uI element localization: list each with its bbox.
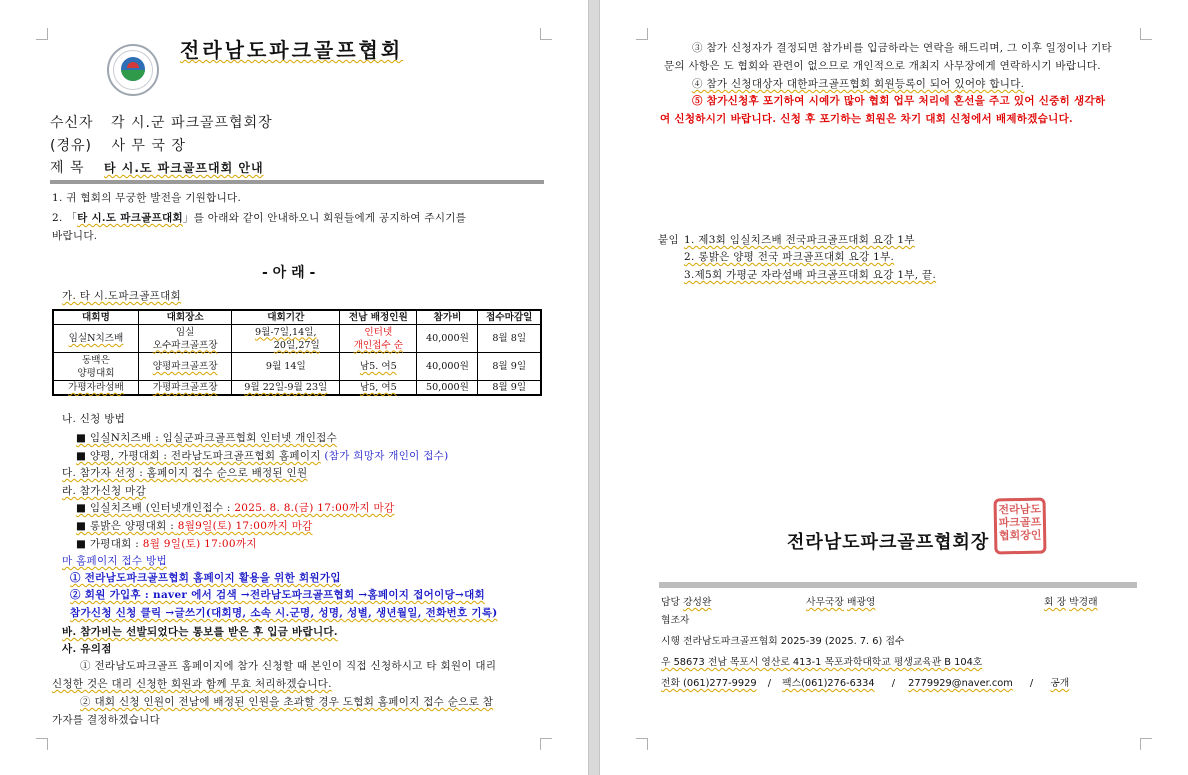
ra-item-1: ■ 임실치즈배 (인터넷개인접수 : 2025. 8. 8.(금) 17:00까지 마감 — [76, 502, 395, 514]
association-logo-icon — [107, 44, 159, 96]
contact-line: 전화 (061)277-9929 / 팩스(061)276-6334 / 2779929@naver.com / 공개 — [661, 678, 1070, 689]
president-name: 박경래 — [1069, 597, 1098, 608]
table-row — [53, 325, 541, 353]
event-quota-cell: 남5. 여5 — [340, 353, 417, 381]
footer-divider — [659, 582, 1137, 588]
ra-item-3: ■ 가평대회 : 8월 9일(토) 17:00까지 — [76, 538, 257, 550]
table-row — [53, 353, 541, 381]
table-header-cell: 전남 배정인원 — [340, 310, 417, 325]
attachment-3: 3.제5회 가평군 자라섬배 파크골프대회 요강 1부, 끝. — [684, 269, 937, 281]
president-label: 회 장 — [1044, 597, 1067, 608]
page-corner-mark — [1140, 28, 1152, 40]
attachment-2: 2. 롱밝은 양평 전국 파크골프대회 요강 1부. — [684, 251, 895, 263]
issuer-name: 전라남도파크골프협회장 — [787, 532, 990, 553]
section-ba: 바. 참가비는 선발되었다는 통보를 받은 후 입금 바랍니다. — [62, 626, 338, 638]
note-3-continued: 문의 사항은 도 협회와 관련이 없으므로 개인적으로 개최지 사무장에게 연락하시기 바랍니다. — [664, 60, 1101, 72]
table-header-cell: 대회장소 — [138, 310, 232, 325]
page-corner-mark — [636, 738, 648, 750]
attachment-1: 1. 제3회 임실치즈배 전국파크골프대회 요강 1부 — [684, 234, 915, 246]
note-5-continued: 여 신청하시기 바랍니다. 신청 후 포기하는 회원은 차기 대회 신청에서 배제하겠습니다. — [660, 113, 1073, 125]
contact-email: 2779929@naver.com — [908, 678, 1013, 689]
official-seal-icon: 전라남도 파크골프 협회장인 — [994, 498, 1047, 555]
recipient-value: 각 시.군 파크골프협회장 — [111, 115, 273, 131]
enforce-line: 시행 전라남도파크골프협회 2025-39 (2025. 7. 6) 접수 — [661, 636, 905, 647]
page-corner-mark — [36, 28, 48, 40]
via-value: 사 무 국 장 — [111, 138, 186, 154]
subject-value: 타 시.도 파크골프대회 안내 — [103, 161, 264, 175]
table-header-cell: 대회명 — [53, 310, 138, 325]
section-sa: 사. 유의점 — [62, 643, 112, 655]
staff-row — [661, 594, 711, 608]
ma-item-2: ② 회원 가입후 : naver 에서 검색 →전라남도파크골프협회 →홈페이지 접어이당→대회 — [70, 589, 485, 601]
secretary-name: 배광영 — [846, 597, 876, 608]
secretary-label: 사무국장 — [806, 597, 844, 608]
cooperator-label: 협조자 — [661, 615, 690, 626]
address-line: 우 58673 전남 목포시 영산로 413-1 목포과학대학교 평생교육관 B 104호 — [661, 657, 983, 668]
staff-name: 강성완 — [683, 597, 712, 608]
subject-label: 제 목 — [50, 160, 85, 176]
event-venue-cell: 임실 오수파크골프장 — [138, 325, 232, 353]
paragraph-2-continued: 바랍니다. — [52, 230, 98, 242]
contact-public: 공개 — [1050, 678, 1070, 689]
section-da: 다. 참가자 선정 : 홈페이지 접수 순으로 배정된 인원 — [62, 467, 308, 479]
contact-tel: 전화 (061)277-9929 — [661, 678, 757, 689]
via-row — [50, 135, 186, 155]
ma-item-1: ① 전라남도파크골프협회 홈페이지 활용을 위한 회원가입 — [70, 572, 341, 584]
event-venue-cell: 양평파크골프장 — [138, 353, 232, 381]
section-ma: 마 홈페이지 접수 방법 — [62, 555, 167, 567]
document-page-left — [0, 0, 588, 775]
attachment-label: 붙임 — [658, 234, 679, 246]
page-corner-mark — [540, 738, 552, 750]
recipient-row — [50, 112, 273, 132]
sa-item-1-continued: 신청한 것은 대리 신청한 회원과 함께 무효 처리하겠습니다. — [52, 678, 332, 690]
contact-fax: 팩스(061)276-6334 — [782, 678, 875, 689]
president-row — [1044, 594, 1098, 608]
event-period-cell: 9월 22일-9월 23일 — [232, 381, 340, 396]
page-corner-mark — [636, 28, 648, 40]
recipient-label: 수신자 — [50, 115, 94, 131]
event-deadline-cell: 8월 9일 — [478, 353, 541, 381]
secretary-row — [806, 594, 875, 608]
staff-label: 담당 — [661, 597, 680, 608]
org-title: 전라남도파크골프협회 — [180, 38, 404, 62]
event-name-cell: 임실N치즈배 — [53, 325, 138, 353]
ra-item-2: ■ 롱밝은 양평대회 : 8월9일(토) 17:00까지 마감 — [76, 520, 313, 532]
header-divider — [50, 180, 544, 184]
page-gutter — [588, 0, 600, 775]
section-ra: 라. 참가신청 마감 — [62, 485, 147, 497]
note-4: ④ 참가 신청대상자 대한파크골프협회 회원등록이 되어 있어야 합니다. — [692, 78, 1025, 90]
event-fee-cell: 40,000원 — [417, 353, 478, 381]
center-heading: - 아 래 - — [262, 265, 316, 281]
table-header-cell: 참가비 — [417, 310, 478, 325]
table-row — [53, 381, 541, 396]
na-item-1: ■ 임실N치즈배 : 임실군파크골프협회 인터넷 개인접수 — [76, 432, 338, 444]
sa-item-2: ② 대회 신청 인원이 전남에 배정된 인원을 초과할 경우 도협회 홈페이지 접수 순으로 참 — [80, 696, 494, 708]
section-na: 나. 신청 방법 — [62, 413, 126, 425]
ma-item-2-continued: 참가신청 신청 클릭 →글쓰기(대회명, 소속 시.군명, 성명, 성별, 생년월일, 전화번호 기록) — [70, 607, 498, 619]
event-period-cell: 9월 14일 — [232, 353, 340, 381]
section-ga: 가. 타 시.도파크골프대회 — [62, 290, 181, 302]
event-name-cell: 동백은 양평대회 — [53, 353, 138, 381]
note-3: ③ 참가 신청자가 결정되면 참가비를 입금하라는 연락을 해드리며, 그 이후 일정이나 기타 — [692, 42, 1112, 54]
sa-item-1: ① 전라남도파크골프 홈페이지에 참가 신청할 때 본인이 직접 신청하시고 타 회원이 대리 — [80, 660, 497, 672]
event-quota-cell: 남5, 여5 — [340, 381, 417, 396]
via-label: (경유) — [50, 138, 92, 154]
paragraph-2: 2. 「타 시.도 파크골프대회」를 아래와 같이 안내하오니 회원들에게 공지하여 주시기를 — [52, 212, 467, 224]
event-fee-cell: 40,000원 — [417, 325, 478, 353]
paragraph-1: 1. 귀 협회의 무궁한 발전을 기원합니다. — [52, 192, 242, 204]
page-corner-mark — [1140, 738, 1152, 750]
page-corner-mark — [540, 28, 552, 40]
page-corner-mark — [36, 738, 48, 750]
event-venue-cell: 가평파크골프장 — [138, 381, 232, 396]
subject-row — [50, 157, 264, 177]
paragraph-2-emphasis: 타 시.도 파크골프대회 — [77, 212, 183, 224]
event-period-cell: 9월-7일,14일, 20일,27일 — [232, 325, 340, 353]
event-deadline-cell: 8월 8일 — [478, 325, 541, 353]
table-header-cell: 접수마감일 — [478, 310, 541, 325]
event-fee-cell: 50,000원 — [417, 381, 478, 396]
event-quota-cell: 인터넷 개인접수 순 — [340, 325, 417, 353]
event-deadline-cell: 8월 9일 — [478, 381, 541, 396]
sa-item-2-continued: 가자를 결정하겠습니다 — [52, 714, 161, 726]
table-header-row — [53, 310, 541, 325]
note-5: ⑤ 참가신청후 포기하여 시예가 많아 협회 업무 처리에 혼선을 주고 있어 신중히 생각하 — [692, 95, 1106, 107]
na-item-2: ■ 양평, 가평대회 : 전라남도파크골프협회 홈페이지 (참가 희망자 개인이 접수) — [76, 450, 449, 462]
table-header-cell: 대회기간 — [232, 310, 340, 325]
events-table — [52, 309, 542, 396]
event-name-cell: 가평자라섬배 — [53, 381, 138, 396]
